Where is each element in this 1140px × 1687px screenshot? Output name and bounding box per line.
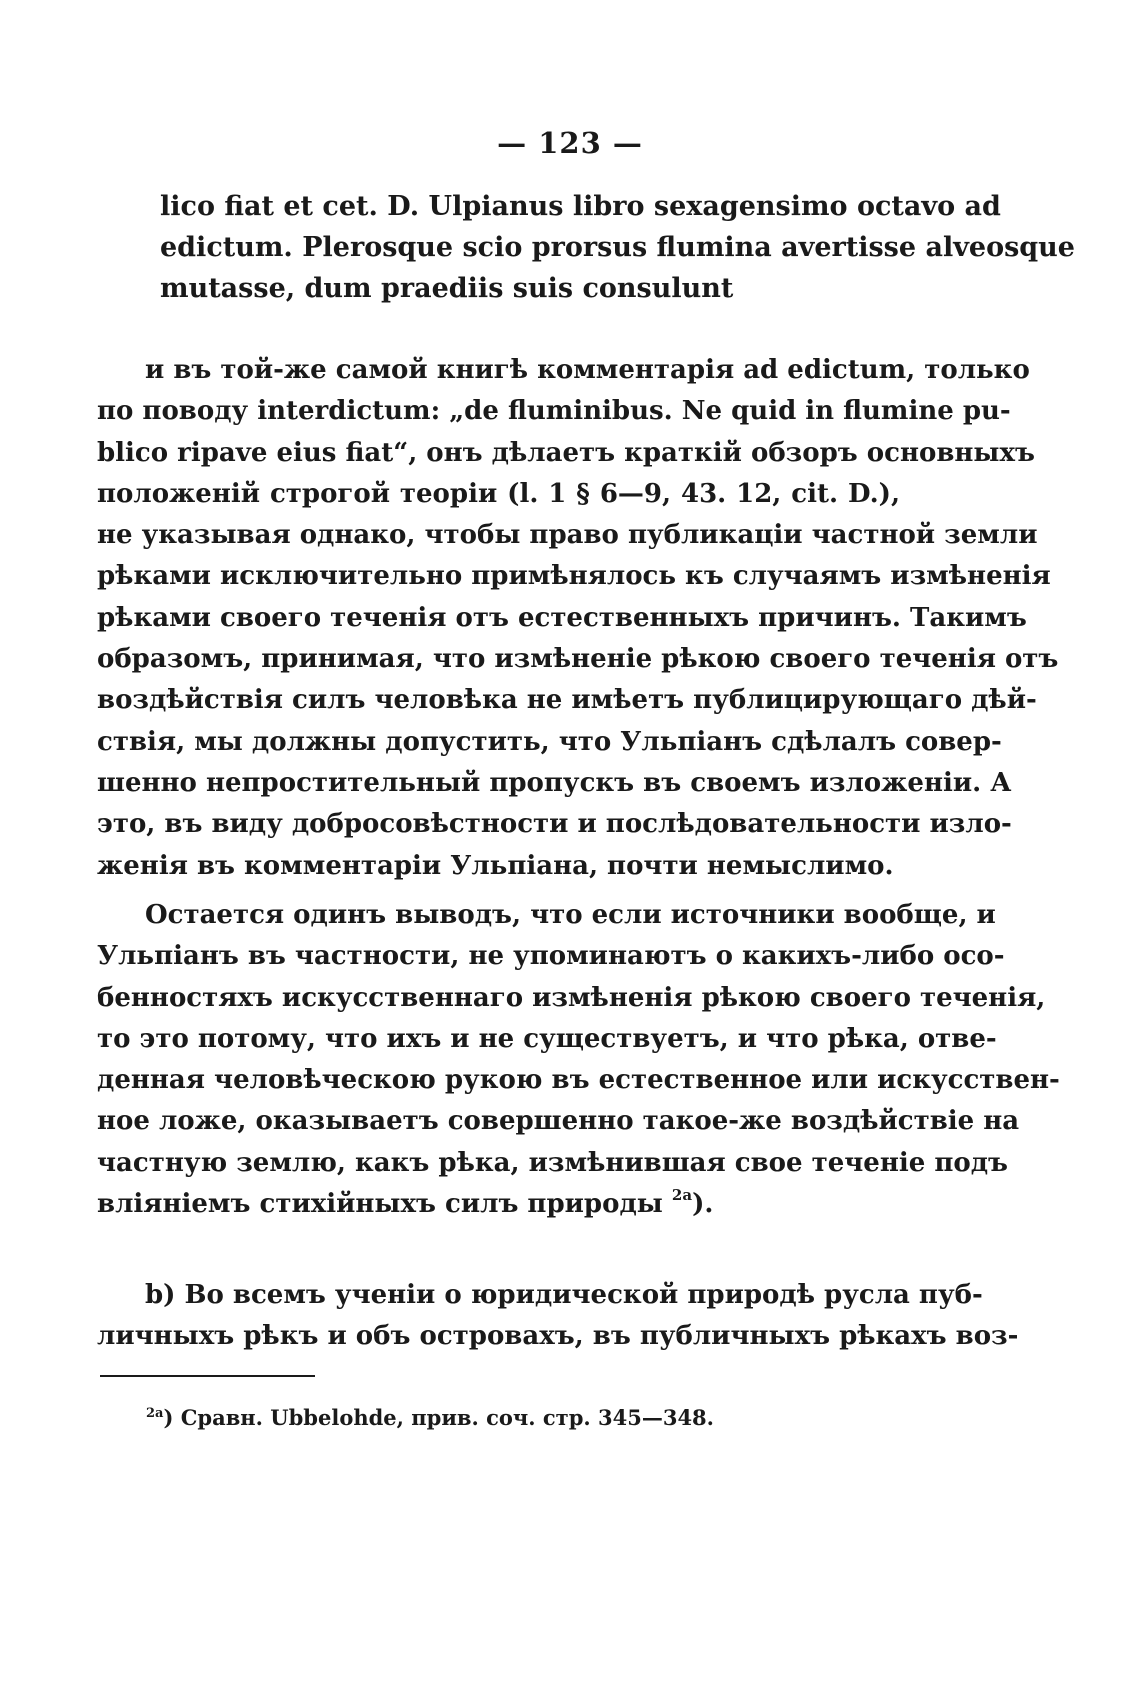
text-line: личныхъ рѣкъ и объ островахъ, въ публичныхъ рѣкахъ воз-: [97, 1321, 1019, 1352]
text-line: шенно непростительный пропускъ въ своемъ изложеніи. А: [97, 767, 1012, 798]
text-line: то это потому, что ихъ и не существуетъ, и что рѣка, отве-: [97, 1023, 997, 1054]
text-line: по поводу interdictum: „de fluminibus. Ne quid in flumine pu-: [97, 396, 1011, 427]
text-line: частную землю, какъ рѣка, измѣнившая свое теченіе подъ: [97, 1147, 1008, 1178]
text-line: денная человѣческою рукою въ естественное или искусствен-: [97, 1065, 1060, 1096]
text-line: b) Во всемъ ученіи о юридической природѣ русла пуб-: [145, 1280, 983, 1310]
text-line: рѣками исключительно примѣнялось къ случаямъ измѣненія: [97, 561, 1051, 592]
latin-quote: [160, 186, 1075, 309]
quote-line: lico fiat et cet. D. Ulpianus libro sexagensimo octavo ad: [160, 191, 1001, 222]
text-fragment: вліяніемъ стихійныхъ силъ природы: [97, 1189, 663, 1220]
text-line: ное ложе, оказываетъ совершенно такое-же воздѣйствіе на: [97, 1106, 1020, 1137]
text-line-with-footnote: [97, 1184, 900, 1225]
text-line: Ульпіанъ въ частности, не упоминаютъ о какихъ-либо осо-: [97, 941, 1005, 972]
paragraph-2: [97, 895, 1060, 1225]
text-line: женія въ комментаріи Ульпіана, почти немыслимо.: [97, 850, 894, 881]
text-line: бенностяхъ искусственнаго измѣненія рѣкою своего теченія,: [97, 982, 1046, 1013]
text-line: не указывая однако, чтобы право публикаціи частной земли: [97, 520, 1038, 551]
footnote: [146, 1405, 714, 1430]
text-line: Остается одинъ выводъ, что если источники вообще, и: [145, 900, 996, 930]
footnote-text: ) Сравн. Ubbelohde, прив. соч. стр. 345—348.: [163, 1405, 714, 1430]
text-line: и въ той-же самой книгѣ комментарія ad edictum, только: [145, 355, 1030, 385]
text-line: воздѣйствія силъ человѣка не имѣетъ публицирующаго дѣй-: [97, 685, 1037, 716]
text-line: blico ripave eius fiat“, онъ дѣлаетъ краткій обзоръ основныхъ: [97, 437, 1035, 468]
text-line: образомъ, принимая, что измѣненіе рѣкою своего теченія отъ: [97, 644, 1059, 675]
footnote-marker: 2a: [146, 1406, 164, 1421]
text-fragment: ).: [692, 1189, 714, 1220]
text-line: положеній строгой теоріи (l. 1 § 6—9, 43. 12, cit. D.),: [97, 478, 900, 509]
text-line: это, въ виду добросовѣстности и послѣдовательности изло-: [97, 809, 1012, 840]
paragraph-1: [97, 350, 1059, 887]
page-number: — 123 —: [497, 126, 643, 160]
footnote-reference: 2a: [671, 1186, 693, 1205]
text-line: ствія, мы должны допустить, что Ульпіанъ сдѣлалъ совер-: [97, 726, 1002, 757]
paragraph-3: [97, 1275, 1019, 1358]
quote-line: mutasse, dum praediis suis consulunt: [160, 273, 734, 304]
footnote-divider: [100, 1375, 315, 1377]
text-line: рѣками своего теченія отъ естественныхъ причинъ. Такимъ: [97, 602, 1027, 633]
quote-line: edictum. Plerosque scio prorsus flumina avertisse alveosque: [160, 232, 1075, 263]
